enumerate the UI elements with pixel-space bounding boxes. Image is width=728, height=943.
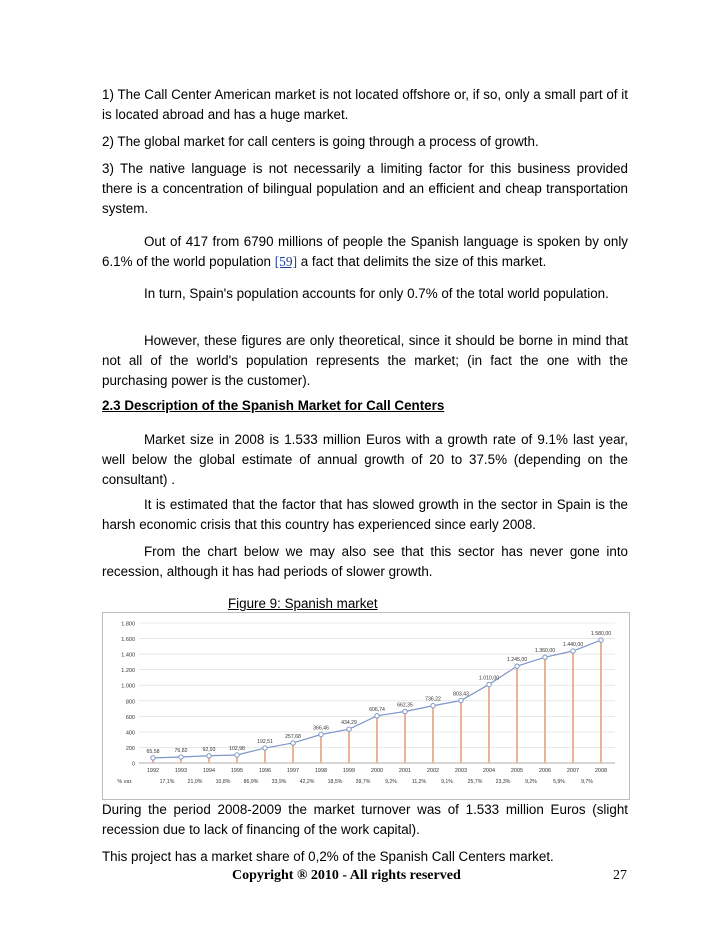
data-point: [179, 755, 183, 759]
paragraph-10: During the period 2008-2009 the market turnover was of 1.533 million Euros (slight recession due to lack of financing of the work capital).: [102, 802, 628, 837]
data-point: [263, 746, 267, 750]
chart-svg: [103, 613, 629, 799]
data-label: 92,93: [202, 746, 216, 753]
x-tick-label: 2007: [566, 768, 580, 774]
data-point: [599, 638, 603, 642]
data-label: 102,98: [229, 745, 245, 752]
x-tick-label: 2005: [510, 768, 524, 774]
data-label: 1.580,00: [590, 631, 612, 638]
x-tick-label: 1997: [286, 768, 300, 774]
data-point: [487, 682, 491, 686]
x-tick-label: 2001: [398, 768, 412, 774]
paragraph-1: 1) The Call Center American market is not located offshore or, if so, only a small part of it is located abroad and has a huge market.: [102, 87, 628, 122]
page-number: 27: [613, 868, 627, 883]
y-tick-label: 1.800: [121, 621, 135, 628]
spanish-market-chart: [102, 612, 630, 800]
y-tick-label: 800: [125, 699, 135, 706]
bar: [516, 666, 518, 763]
data-point: [403, 709, 407, 713]
bar: [600, 640, 602, 763]
y-tick-label: 600: [125, 714, 135, 721]
x-tick-label: 1999: [342, 768, 356, 774]
data-point: [459, 698, 463, 702]
bar: [432, 706, 434, 763]
data-label: 1.010,00: [478, 675, 500, 682]
x-tick-label: 2003: [454, 768, 468, 774]
x-tick-label: 2002: [426, 768, 440, 774]
data-point: [207, 754, 211, 758]
y-tick-label: 1.400: [121, 652, 135, 659]
copyright-text: Copyright ® 2010 - All rights reserved: [232, 868, 461, 883]
x-tick-label: 1994: [202, 768, 216, 774]
x-tick-label: 2006: [538, 768, 552, 774]
data-point: [319, 732, 323, 736]
data-point: [375, 714, 379, 718]
growth-label: 9,7%: [581, 779, 593, 785]
paragraph-6: However, these figures are only theoretical, since it should be borne in mind that not all of the world's population represents the market; (in fact the one with the purchasing power is the customer).: [102, 333, 628, 388]
data-label: 736,22: [425, 696, 441, 703]
data-label: 1.440,00: [562, 642, 584, 648]
data-label: 1.360,00: [534, 648, 556, 655]
y-tick-label: 1.600: [121, 637, 135, 644]
bar: [572, 651, 574, 763]
y-tick-label: 1.000: [121, 683, 135, 690]
growth-label: 23,3%: [495, 779, 511, 785]
bar: [348, 729, 350, 763]
data-point: [291, 741, 295, 745]
y-tick-label: 0: [131, 761, 135, 768]
citation-link[interactable]: [59]: [274, 254, 298, 269]
data-point: [543, 655, 547, 659]
x-tick-label: 2008: [594, 768, 608, 774]
data-label: 192,51: [257, 739, 273, 746]
growth-label: 10,8%: [215, 779, 231, 785]
growth-label: 9,2%: [525, 779, 537, 785]
bar: [488, 684, 490, 763]
data-point: [347, 727, 351, 731]
data-point: [235, 753, 239, 757]
growth-label: 9,2%: [385, 779, 397, 785]
section-heading: 2.3 Description of the Spanish Market for Call Centers: [102, 398, 445, 413]
x-tick-label: 1993: [174, 768, 188, 774]
growth-label: 25,7%: [467, 779, 483, 785]
growth-label: 42,2%: [299, 779, 315, 785]
x-tick-label: 1995: [230, 768, 244, 774]
growth-label: 86,9%: [243, 779, 259, 785]
data-label: 606,74: [369, 706, 385, 713]
bar: [320, 734, 322, 763]
x-tick-label: 2004: [482, 768, 496, 774]
figure-caption: Figure 9: Spanish market: [228, 596, 378, 611]
bar: [376, 716, 378, 763]
paragraph-7: Market size in 2008 is 1.533 million Euros with a growth rate of 9.1% last year, well below the global estimate of annual growth of 20 to 37.5% (depending on the consultant) .: [102, 432, 628, 487]
growth-label: 11,2%: [411, 779, 427, 785]
paragraph-9: From the chart below we may also see that this sector has never gone into recession, although it has had periods of slower growth.: [102, 544, 628, 579]
data-label: 257,68: [285, 733, 301, 740]
data-label: 662,35: [397, 702, 413, 709]
data-label: 366,46: [313, 725, 329, 732]
paragraph-5: In turn, Spain's population accounts for only 0.7% of the total world population.: [144, 286, 609, 301]
data-point: [571, 649, 575, 653]
bar: [404, 711, 406, 763]
y-tick-label: 1.200: [121, 668, 135, 675]
bar: [544, 657, 546, 763]
y-tick-label: 200: [125, 745, 135, 752]
paragraph-4-end: a fact that delimits the size of this market.: [297, 254, 547, 269]
bar: [292, 743, 294, 763]
paragraph-3: 3) The native language is not necessarily a limiting factor for this business provided there is a concentration of bilingual population and an efficient and cheap transportation system.: [102, 161, 628, 216]
paragraph-11: This project has a market share of 0,2% of the Spanish Call Centers market.: [102, 849, 554, 864]
growth-label: 17,1%: [159, 779, 175, 785]
y-tick-label: 400: [125, 730, 135, 737]
x-tick-label: 1996: [258, 768, 272, 774]
data-point: [515, 664, 519, 668]
paragraph-4-text: Out of 417 from 6790 millions of people the Spanish language is spoken by only 6.1% of the world population: [102, 234, 628, 269]
paragraph-8: It is estimated that the factor that has slowed growth in the sector in Spain is the harsh economic crisis that this country has experienced since early 2008.: [102, 497, 628, 532]
data-label: 65,58: [146, 748, 160, 755]
x-tick-label: 1998: [314, 768, 328, 774]
growth-label: 33,9%: [271, 779, 287, 785]
paragraph-4: [102, 232, 628, 272]
data-label: 803,43: [453, 691, 469, 698]
data-label: 434,29: [341, 720, 357, 727]
growth-label: 18,5%: [327, 779, 343, 785]
paragraph-2: 2) The global market for call centers is going through a process of growth.: [102, 134, 539, 149]
data-point: [151, 756, 155, 760]
growth-row-label: % var.: [117, 779, 133, 785]
growth-label: 39,7%: [355, 779, 371, 785]
data-label: 76,82: [174, 748, 188, 755]
data-label: 1.245,00: [506, 657, 528, 664]
x-tick-label: 2000: [370, 768, 384, 774]
bar: [460, 701, 462, 763]
x-tick-label: 1992: [146, 768, 160, 774]
growth-label: 9,1%: [441, 779, 453, 785]
data-point: [431, 704, 435, 708]
growth-label: 5,9%: [553, 779, 565, 785]
growth-label: 21,0%: [187, 779, 203, 785]
